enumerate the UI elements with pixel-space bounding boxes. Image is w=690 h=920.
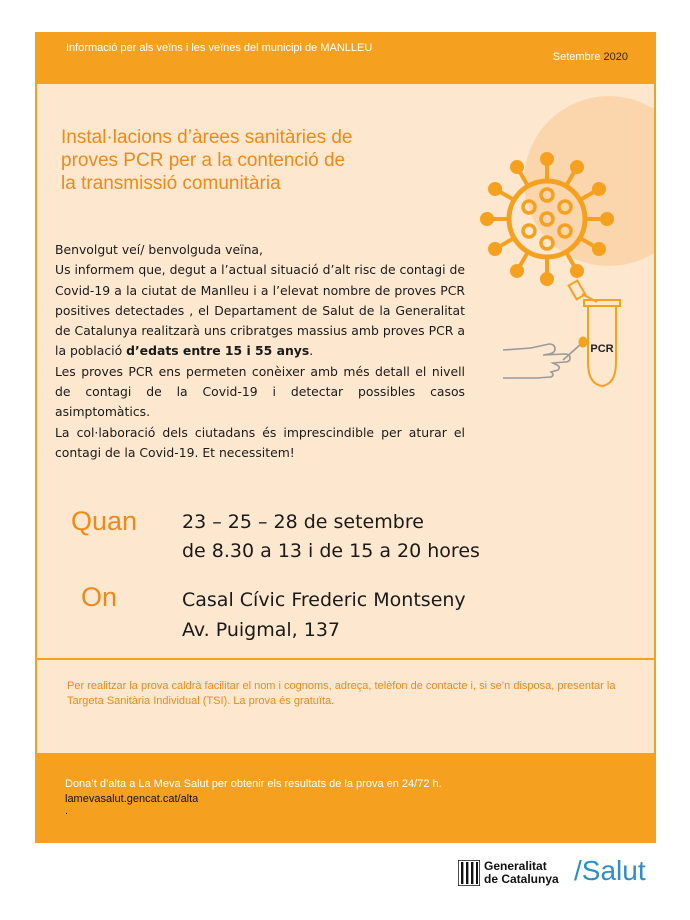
paragraph-2: Les proves PCR ens permeten conèixer amb més detall el nivell de contagi de la Covid-19 i detectar possibles casos asimptomàtics. [55, 363, 465, 420]
virus-spike-tip [602, 214, 612, 224]
when-label: Quan [71, 506, 138, 536]
virus-spike-tip [572, 162, 582, 172]
footer-register-text: Dona’t d’alta a La Meva Salut per obtenir els resultats de la prova en 24/72 h. [65, 778, 442, 790]
when-dates: 23 – 25 – 28 de setembre [182, 511, 424, 533]
virus-spike-tip [490, 244, 500, 254]
virus-spike-tip [542, 274, 552, 284]
notice-panel [35, 660, 656, 753]
gencat-flag-icon [458, 860, 480, 886]
footer-banner [35, 753, 656, 843]
where-label: On [81, 582, 118, 612]
virus-spike-tip [594, 184, 604, 194]
header-month: Setembre [552, 51, 604, 63]
paragraph-3: La col·laboració dels ciutadans és imprescindible per aturar el contagi de la Covid-19. Et necessitem! [55, 424, 465, 460]
header-subtitle: Informació per als veïns i les veïnes del municipi de MANLLEU [66, 42, 373, 54]
body-text [55, 240, 465, 463]
virus-spike-tip [512, 266, 522, 276]
main-panel [35, 84, 656, 660]
footer-dot: . [65, 805, 69, 817]
gencat-text [484, 860, 559, 886]
where-place: Casal Cívic Frederic Montseny [182, 589, 466, 611]
salut-logo: /Salut [574, 855, 646, 886]
header-banner [35, 32, 656, 84]
notice-text: Per realitzar la prova caldrà facilitar el nom i cognoms, adreça, telèfon de contacte i, si se’n disposa, presentar la Targeta Sanitària Individual (TSI). La prova és gratuïta. [67, 680, 616, 707]
age-range-emphasis: d’edats entre 15 i 55 anys [126, 343, 310, 359]
paragraph-1-text: Us informem que, degut a l’actual situació d’alt risc de contagi de Covid-19 a la ciutat de Manlleu i a l’elevat nombre de proves PCR positives detectades , el Departament de Salut de la Generalitat de Catalunya realitzarà uns cribratges massius amb proves PCR a la població [55, 262, 465, 359]
title-line-2: proves PCR per a la contenció de [61, 150, 346, 171]
virus-spike-tip [542, 154, 552, 164]
greeting: Benvolgut veí/ benvolguda veïna, [55, 242, 263, 257]
paragraph-1-end: . [309, 343, 314, 359]
title-line-3: la transmissió comunitària [61, 173, 281, 194]
footer-link[interactable]: lamevasalut.gencat.cat/alta [65, 793, 199, 805]
title-line-1: Instal·lacions d’àrees sanitàries de [61, 127, 353, 148]
virus-spike-tip [482, 214, 492, 224]
pcr-tube-icon [562, 274, 632, 404]
virus-spike-tip [512, 162, 522, 172]
header-date [553, 51, 628, 63]
pcr-label: PCR [590, 343, 614, 355]
page-title [61, 126, 421, 195]
gencat-line-2: de Catalunya [484, 872, 559, 886]
where-address: Av. Puigmal, 137 [182, 619, 341, 641]
virus-spike-tip [490, 184, 500, 194]
virus-spike-tip [594, 244, 604, 254]
paragraph-1 [55, 260, 465, 361]
header-year: 2020 [603, 51, 628, 63]
gencat-logo [458, 858, 568, 888]
gencat-line-1: Generalitat [484, 859, 547, 873]
when-hours: de 8.30 a 13 i de 15 a 20 hores [182, 540, 480, 562]
virus-icon [477, 149, 617, 289]
